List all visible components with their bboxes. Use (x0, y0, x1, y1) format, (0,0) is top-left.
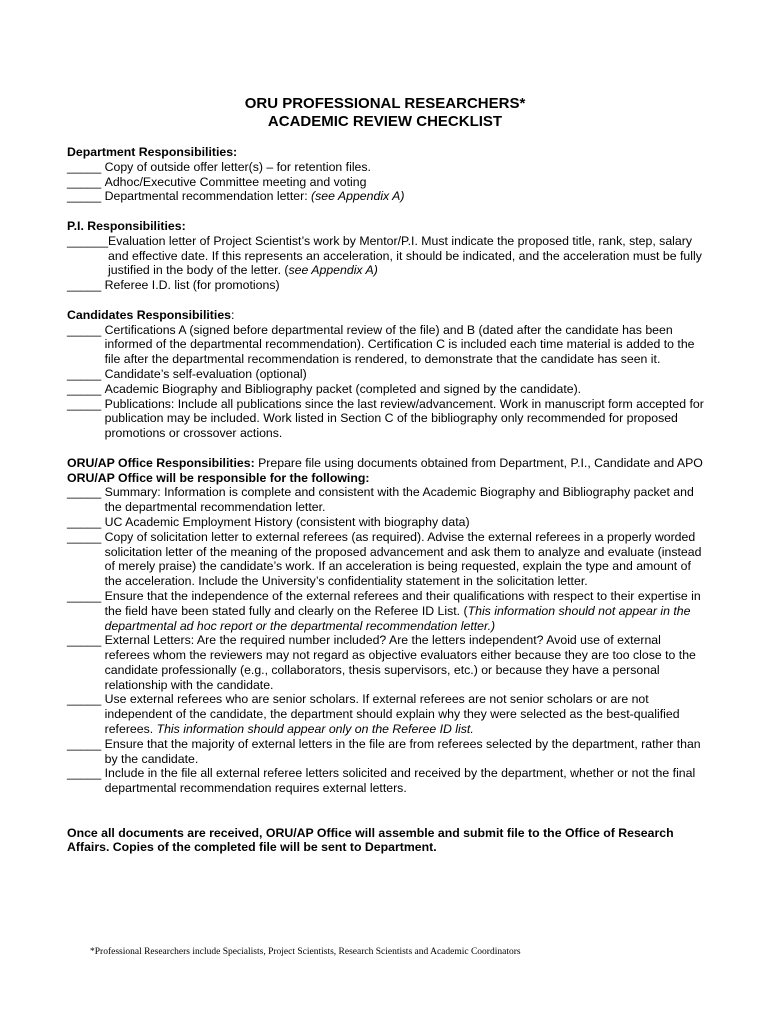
checkbox-blank-line: _____ (67, 588, 105, 603)
oru-office-list (67, 485, 707, 796)
checklist-item-body: Academic Biography and Bibliography packet (completed and signed by the candidate). (104, 381, 582, 396)
checklist-item-body: UC Academic Employment History (consistent with biography data) (104, 514, 470, 529)
checklist-item-body: Adhoc/Executive Committee meeting and voting (104, 174, 367, 189)
checklist-item-body: Ensure that the independence of the external referees and their qualifications with respect to their expertise in the field have been stated fully and clearly on the Referee ID List. ( (104, 588, 701, 618)
checklist-item-body: Departmental recommendation letter: (104, 189, 312, 204)
checklist-item-italic-note: see Appendix A) (288, 263, 378, 278)
document-title-line-1: ORU PROFESSIONAL RESEARCHERS* (244, 95, 526, 112)
checklist-item-body: Publications: Include all publications since the last review/advancement. Work in manuscript form accepted for publication may be included. Work listed in Section C of the bibliography only recommended for proposed promotions or crossover actions. (104, 396, 704, 441)
checklist-item-body: Referee I.D. list (for promotions) (104, 278, 280, 293)
checklist-item-text (105, 278, 707, 293)
checklist-item-text (105, 530, 707, 589)
pi-list (67, 234, 707, 293)
checklist-item-text (108, 234, 707, 278)
checklist-item (67, 234, 707, 278)
oru-office-heading: ORU/AP Office Responsibilities: (67, 455, 255, 470)
checklist-item-text (105, 766, 707, 796)
checkbox-blank-line: _____ (67, 189, 105, 204)
checklist-item-italic-note: This information should appear only on the Referee ID list. (156, 722, 474, 737)
checklist-item (67, 323, 707, 367)
checklist-item (67, 633, 707, 692)
checklist-content (67, 145, 707, 855)
checkbox-blank-line: _____ (67, 692, 105, 707)
candidates-heading-label: Candidates Responsibilities (67, 307, 231, 322)
checklist-item (67, 382, 707, 397)
checklist-item-text (105, 382, 707, 397)
candidates-heading (67, 308, 707, 323)
checklist-item-body: Evaluation letter of Project Scientist’s work by Mentor/P.I. Must indicate the proposed title, rank, step, salary and effective date. If this represents an acceleration, it should be indicated, and the acceleration must be fully justified in the body of the letter. ( (108, 233, 702, 278)
checkbox-blank-line: _____ (67, 396, 105, 411)
checklist-item-body: Ensure that the majority of external letters in the file are from referees selected by the department, rather than by the candidate. (104, 736, 701, 766)
checklist-item-text (105, 589, 707, 633)
oru-office-intro-text: Prepare file using documents obtained from Department, P.I., Candidate and APO (254, 455, 703, 470)
checklist-item-body: Include in the file all external referee letters solicited and received by the department, whether or not the final departmental recommendation requires external letters. (104, 766, 696, 796)
document-title-line-2: ACADEMIC REVIEW CHECKLIST (267, 113, 503, 130)
oru-office-subheading: ORU/AP Office will be responsible for the following: (67, 470, 370, 485)
oru-office-intro (67, 456, 707, 471)
checklist-item (67, 367, 707, 382)
checklist-item (67, 589, 707, 633)
checkbox-blank-line: _____ (67, 159, 105, 174)
checklist-item-body: External Letters: Are the required number included? Are the letters independent? Avoid use of external referees whom the reviewers may not regard as objective evaluators either because they are too close to the candidate professionally (e.g., collaborators, thesis supervisors, etc.) or because they have a personal relationship with the candidate. (104, 633, 696, 692)
checklist-item (67, 175, 707, 190)
checkbox-blank-line: _____ (67, 485, 105, 500)
checkbox-blank-line: _____ (67, 633, 105, 648)
checklist-item-text (105, 367, 707, 382)
checklist-item (67, 485, 707, 515)
checklist-item-body: Copy of outside offer letter(s) – for retention files. (104, 159, 371, 174)
checklist-item-body: Use external referees who are senior scholars. If external referees are not senior scholars or are not independent of the candidate, the department should explain why they were selected as the best-qualified referees. (104, 692, 680, 737)
checkbox-blank-line: _____ (67, 381, 105, 396)
checkbox-blank-line: _____ (67, 736, 105, 751)
candidates-list (67, 323, 707, 441)
department-heading: Department Responsibilities: (67, 145, 238, 159)
checklist-item (67, 692, 707, 736)
closing-statement: Once all documents are received, ORU/AP Office will assemble and submit file to the Office of Research Affairs. Copies of the completed file will be sent to Department. (67, 825, 674, 855)
checklist-item (67, 766, 707, 796)
checkbox-blank-line: _____ (67, 322, 105, 337)
checklist-item (67, 515, 707, 530)
checklist-item-body: Candidate’s self-evaluation (optional) (104, 366, 307, 381)
checklist-item (67, 530, 707, 589)
checklist-item-text (105, 160, 707, 175)
checkbox-blank-line: _____ (67, 174, 105, 189)
checklist-item-text (105, 189, 707, 204)
checklist-item-text (105, 397, 707, 441)
checkbox-blank-line: ______ (67, 233, 109, 248)
checklist-item-text (105, 485, 707, 515)
checklist-item (67, 278, 707, 293)
checklist-item (67, 189, 707, 204)
pi-heading: P.I. Responsibilities: (67, 218, 186, 233)
checklist-item-italic-note: This information should not appear in the departmental ad hoc report or the departmental recommendation letter.) (104, 603, 691, 633)
candidates-heading-colon: : (231, 307, 235, 322)
checklist-item (67, 160, 707, 175)
checklist-item-text (105, 692, 707, 736)
department-list (67, 160, 707, 204)
checklist-item-text (105, 175, 707, 190)
checklist-item-text (105, 323, 707, 367)
checkbox-blank-line: _____ (67, 529, 105, 544)
checklist-item (67, 397, 707, 441)
checkbox-blank-line: _____ (67, 278, 105, 293)
checklist-item-italic-note: (see Appendix A) (311, 189, 405, 204)
footnote: *Professional Researchers include Specialists, Project Scientists, Research Scientists and Academic Coordinators (90, 947, 521, 957)
checklist-item-text (105, 633, 707, 692)
checklist-item-text (105, 515, 707, 530)
checklist-item-body: Summary: Information is complete and consistent with the Academic Biography and Bibliography packet and the departmental recommendation letter. (104, 485, 694, 515)
checklist-item-body: Copy of solicitation letter to external referees (as required). Advise the external referees in a properly worded solicitation letter of the meaning of the proposed advancement and ask them to analyze and evaluate (instead of merely praise) the candidate’s work. If an acceleration is being requested, explain the type and amount of the acceleration. Include the University’s confidentiality statement in the solicitation letter. (104, 529, 702, 589)
checklist-item-body: Certifications A (signed before departmental review of the file) and B (dated after the candidate has been informed of the departmental recommendation). Certification C is included each time material is added to the file after the departmental recommendation is rendered, to demonstrate that the candidate has seen it. (104, 322, 695, 367)
checklist-item (67, 737, 707, 767)
checklist-item-text (105, 737, 707, 767)
checkbox-blank-line: _____ (67, 766, 105, 781)
checkbox-blank-line: _____ (67, 366, 105, 381)
checkbox-blank-line: _____ (67, 514, 105, 529)
